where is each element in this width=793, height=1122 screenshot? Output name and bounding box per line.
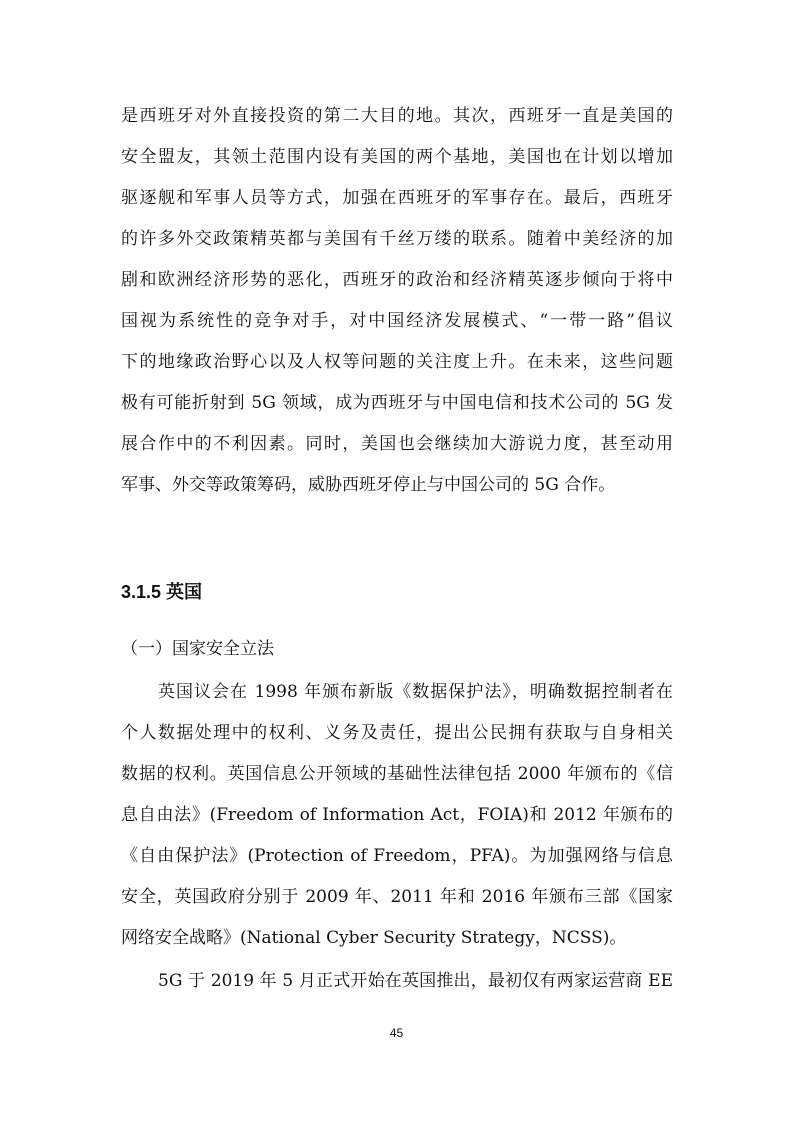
subsection-heading: （一）国家安全立法 <box>121 639 274 659</box>
text-line: 军事、外交等政策筹码，威胁西班牙停止与中国公司的 5G 合作。 <box>121 475 616 495</box>
text-line: 国视为系统性的竞争对手，对中国经济发展模式、“一带一路”倡议 <box>121 311 673 331</box>
text-line: 的许多外交政策精英都与美国有千丝万缕的联系。随着中美经济的加 <box>121 229 673 249</box>
text-line: 安全，英国政府分别于 2009 年、2011 年和 2016 年颁布三部《国家 <box>121 887 673 907</box>
text-line: 网络安全战略》(National Cyber Security Strategy，NCSS)。 <box>121 928 627 948</box>
text-line: 安全盟友，其领土范围内设有美国的两个基地，美国也在计划以增加 <box>121 147 673 167</box>
section-heading: 3.1.5 英国 <box>121 582 203 602</box>
text-line: 《自由保护法》(Protection of Freedom，PFA)。为加强网络与信息 <box>121 846 673 866</box>
text-line: 驱逐舰和军事人员等方式，加强在西班牙的军事存在。最后，西班牙 <box>121 188 673 208</box>
text-line: 英国议会在 1998 年颁布新版《数据保护法》，明确数据控制者在 <box>158 682 673 702</box>
text-line: 数据的权利。英国信息公开领域的基础性法律包括 2000 年颁布的《信 <box>121 764 673 784</box>
text-line: 个人数据处理中的权利、义务及责任，提出公民拥有获取与自身相关 <box>121 723 673 743</box>
text-line: 息自由法》(Freedom of Information Act，FOIA)和 2012 年颁布的 <box>121 805 673 825</box>
text-line: 极有可能折射到 5G 领域，成为西班牙与中国电信和技术公司的 5G 发 <box>121 393 673 413</box>
page-number: 45 <box>389 1026 404 1040</box>
text-line: 5G 于 2019 年 5 月正式开始在英国推出，最初仅有两家运营商 EE <box>158 971 673 991</box>
text-line: 下的地缘政治野心以及人权等问题的关注度上升。在未来，这些问题 <box>121 352 673 372</box>
text-line: 是西班牙对外直接投资的第二大目的地。其次，西班牙一直是美国的 <box>121 106 673 126</box>
text-line: 展合作中的不利因素。同时，美国也会继续加大游说力度，甚至动用 <box>121 434 673 454</box>
text-line: 剧和欧洲经济形势的恶化，西班牙的政治和经济精英逐步倾向于将中 <box>121 270 673 290</box>
